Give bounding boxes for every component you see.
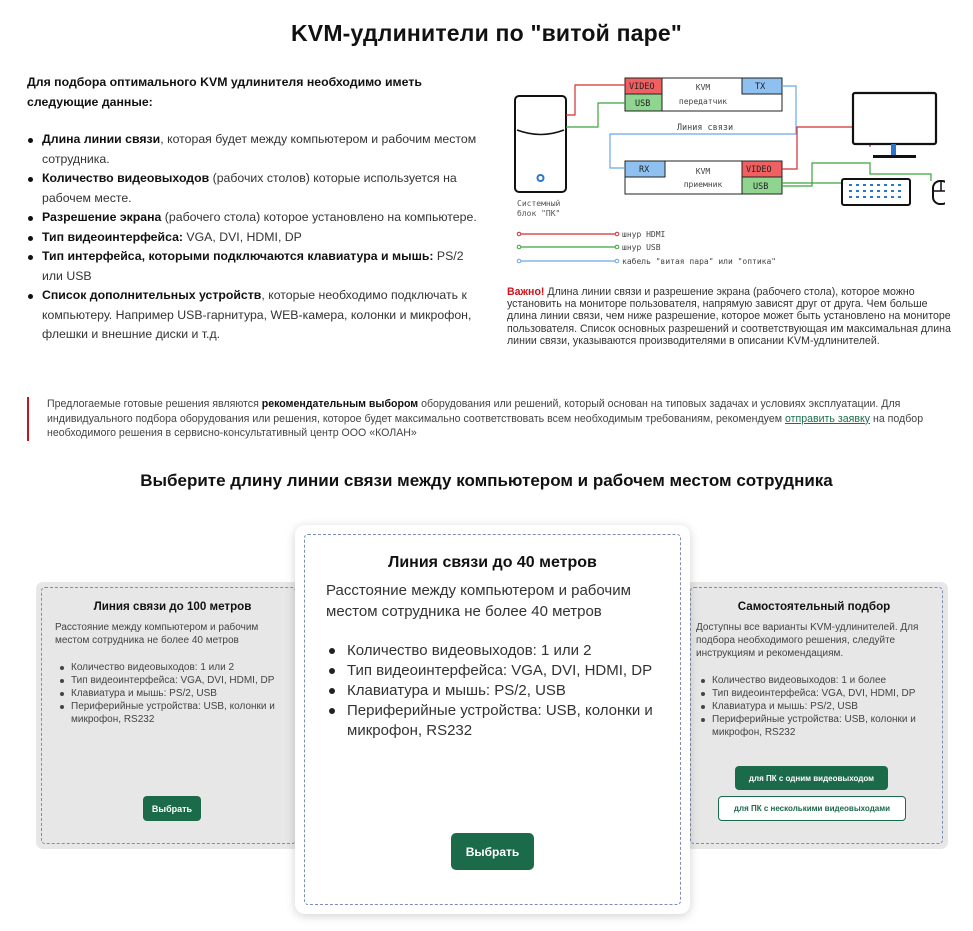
- diagram-legend: [517, 232, 619, 263]
- port-label: VIDEO: [746, 165, 772, 175]
- list-item: Количество видеовыходов: 1 или 2: [326, 641, 666, 661]
- item-text: , которые необходимо подключать к компьютеру. Например USB-гарнитура, WEB-камера, колонки и микрофон, флешки и внешние диски и т.д.: [42, 288, 472, 341]
- card-title: Самостоятельный подбор: [737, 600, 891, 613]
- item-bold: Список дополнительных устройств: [42, 288, 262, 302]
- list-item: Периферийные устройства: USB, колонки и микрофон, RS232: [326, 701, 666, 741]
- card-description: Расстояние между компьютером и рабочим местом сотрудника не более 40 метров: [55, 622, 259, 646]
- device-label: приемник: [683, 180, 723, 189]
- send-request-link[interactable]: отправить заявку: [784, 412, 871, 425]
- list-item: [27, 130, 477, 169]
- list-item: Количество видеовыходов: 1 или 2: [55, 661, 290, 674]
- list-item: Количество видеовыходов: 1 и более: [696, 674, 932, 687]
- requirements-section: [27, 73, 477, 345]
- recommend-bold: рекомендательным выбором: [261, 398, 419, 410]
- pc-label: Системный: [517, 199, 561, 208]
- item-text: , которая будет между компьютером и рабочим местом сотрудника.: [42, 132, 477, 166]
- item-text: VGA, DVI, HDMI, DP: [183, 229, 302, 244]
- list-item: [27, 286, 477, 345]
- item-bold: Длина линии связи: [42, 132, 161, 146]
- card-title: Линия связи до 40 метров: [388, 554, 597, 571]
- requirements-lead: Для подбора оптимального KVM удлинителя необходимо иметь следующие данные:: [27, 75, 422, 109]
- list-item: Клавиатура и мышь: PS/2, USB: [696, 700, 932, 713]
- list-item: Клавиатура и мышь: PS/2, USB: [326, 681, 666, 701]
- recommend-text: оборудования или решений, который основан на типовых задачах и условиях эксплуатации. Для индивидуального подбора оборудования или решения, которое будет максимально соответствовать всем необходимым требованиям, рекомендуем: [47, 398, 901, 425]
- list-item: Тип видеоинтерфейса: VGA, DVI, HDMI, DP: [55, 674, 290, 687]
- legend-label: шнур HDMI: [622, 230, 666, 239]
- card-feature-list: [326, 641, 666, 741]
- item-text: (рабочего стола) которое установлено на компьютере.: [161, 210, 477, 224]
- list-item: Клавиатура и мышь: PS/2, USB: [55, 687, 290, 700]
- pc-label: блок "ПК": [517, 209, 561, 218]
- item-bold: Разрешение экрана: [42, 210, 162, 224]
- item-bold: Тип интерфейса, которыми подключаются клавиатура и мышь:: [42, 249, 434, 263]
- select-40m-button[interactable]: Выбрать: [451, 833, 534, 870]
- recommend-text: Предлогаемые готовые решения являются: [47, 398, 262, 410]
- list-item: Тип видеоинтерфейса: VGA, DVI, HDMI, DP: [326, 661, 666, 681]
- card-feature-list: [55, 661, 290, 726]
- list-item: Тип видеоинтерфейса: VGA, DVI, HDMI, DP: [696, 687, 932, 700]
- item-bold: Количество видеовыходов: [42, 171, 210, 185]
- section-title: Выберите длину линии связи между компьютером и рабочем местом сотрудника: [140, 471, 833, 490]
- legend-label: кабель "витая пара" или "оптика": [622, 257, 777, 266]
- item-bold: Тип видеоинтерфейса:: [42, 229, 183, 244]
- list-item: [27, 208, 477, 228]
- port-label: TX: [755, 82, 766, 92]
- list-item: [27, 228, 477, 248]
- single-video-output-button[interactable]: для ПК с одним видеовыходом: [735, 766, 888, 790]
- requirements-list: [27, 130, 477, 345]
- pc-tower-icon: [515, 96, 566, 192]
- list-item: Периферийные устройства: USB, колонки и микрофон, RS232: [55, 700, 290, 726]
- item-text: PS/2 или USB: [42, 249, 464, 283]
- hdmi-cable-pc: [566, 85, 625, 115]
- note-text: Длина линии связи и разрешение экрана (рабочего стола), которое можно установить на мониторе пользователя, напрямую зависят друг от друга. Чем больше длина линии связи, чем ниже разрешение, которое может быть установлено на мониторе пользователя. Список основных разрешений и соответствующая им максимальная длина линии связи, указываются производителями в описании KVM-удлинителей.: [507, 286, 951, 347]
- port-label: USB: [635, 99, 651, 109]
- link-label: Линия связи: [676, 123, 734, 133]
- kvm-connection-diagram: [505, 75, 945, 270]
- port-label: USB: [753, 182, 769, 192]
- list-item: [27, 169, 477, 208]
- list-item: [27, 247, 477, 286]
- port-label: VIDEO: [629, 82, 655, 92]
- card-title: Линия связи до 100 метров: [93, 600, 252, 613]
- device-label: передатчик: [678, 97, 728, 106]
- port-label: RX: [639, 165, 650, 175]
- mouse-icon: [933, 181, 945, 204]
- multiple-video-outputs-button[interactable]: для ПК с несколькими видеовыходами: [718, 796, 906, 821]
- recommend-text: на подбор необходимого решения в сервисно-консультативный центр ООО «КОЛАН»: [47, 412, 924, 440]
- card-feature-list: [696, 674, 932, 739]
- important-note: [507, 286, 957, 347]
- list-item: Периферийные устройства: USB, колонки и микрофон, RS232: [696, 713, 932, 739]
- legend-label: шнур USB: [622, 243, 661, 252]
- warning-label: Важно!: [507, 286, 545, 298]
- select-100m-button[interactable]: Выбрать: [143, 796, 201, 821]
- keyboard-icon: [842, 179, 910, 205]
- recommendation-block: [27, 397, 957, 441]
- item-text: (рабочих столов) которые используется на рабочем месте.: [42, 171, 457, 205]
- monitor-icon: [853, 93, 936, 158]
- page-title: KVM-удлинители по "витой паре": [290, 20, 683, 46]
- device-label: KVM: [695, 167, 711, 176]
- device-label: KVM: [695, 83, 711, 92]
- card-description: Доступны все варианты KVM-удлинителей. Для подбора необходимого решения, следуйте инструкциям и рекомендациям.: [696, 622, 919, 659]
- card-100m-content: [55, 600, 290, 726]
- card-description: Расстояние между компьютером и рабочим местом сотрудника не более 40 метров: [326, 582, 631, 620]
- card-self-select-content: [696, 600, 932, 739]
